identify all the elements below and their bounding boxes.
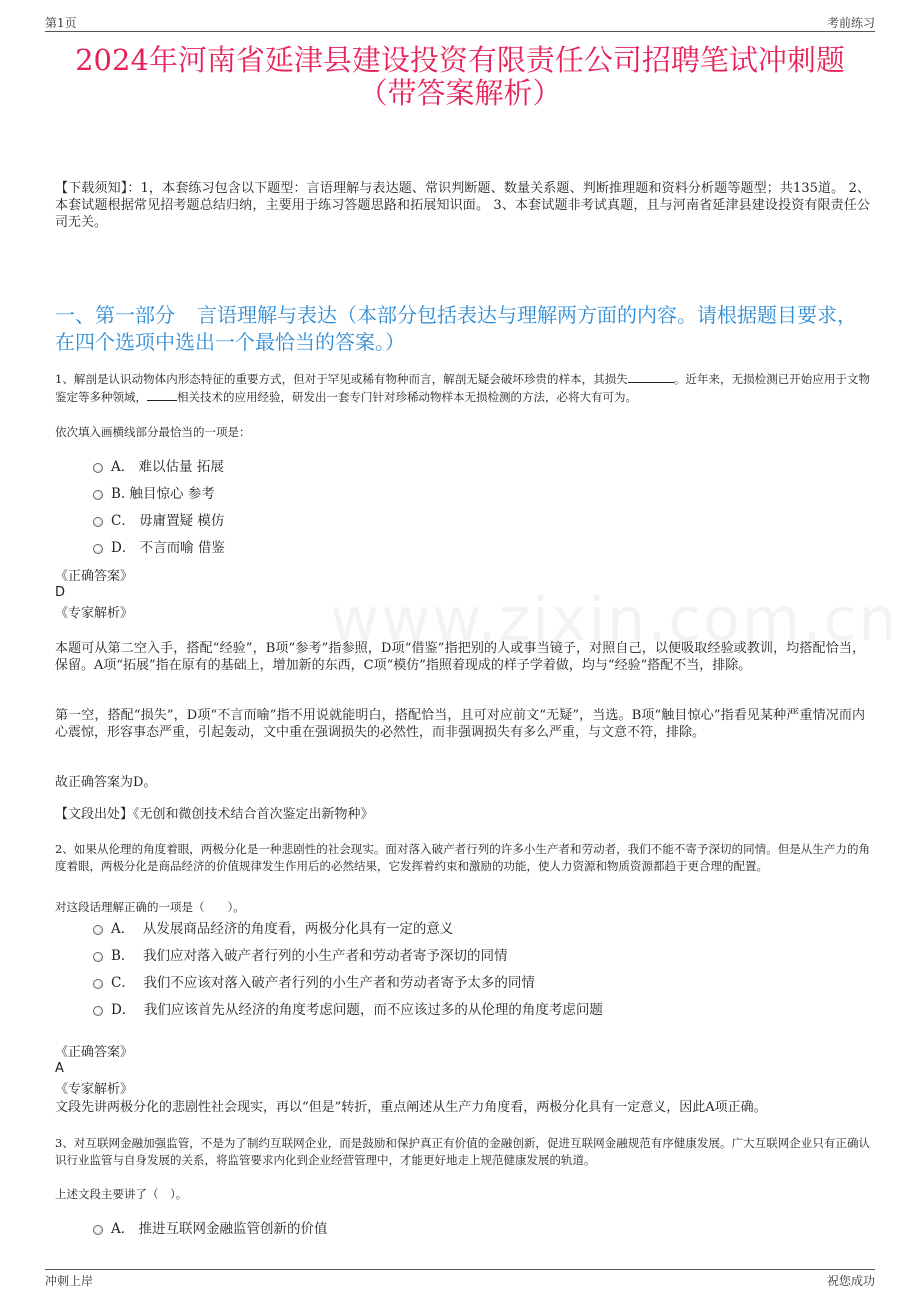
footer-left-label: 冲刺上岸	[45, 1274, 94, 1288]
question-3-stem: 3、对互联网金融加强监管，不是为了制约互联网企业，而是鼓励和保护真正有价值的金融创新，促进互联网金融规范有序健康发展。广大互联网企业只有正确认识行业监管与自身发展的关系，将监管要求内化到企业经营管理中，才能更好地走上规范健康发展的轨道。	[55, 1136, 870, 1167]
option-text: 从发展商品经济的角度看，两极分化具有一定的意义	[142, 921, 454, 937]
option-text: 我们应该首先从经济的角度考虑问题，而不应该过多的从伦理的角度考虑问题	[143, 1002, 603, 1018]
question-3-prompt: 上述文段主要讲了（ ）。	[55, 1187, 188, 1201]
q1-analysis-title: 《专家解析》	[55, 606, 134, 621]
section-text: 言语理解与表达（本部分包括表达与理解两方面的内容。请根据题目要求，在四个选项中选出一个最恰当的答案。）	[55, 303, 857, 354]
option-text: 我们应对落入破产者行列的小生产者和劳动者寄予深切的同情	[143, 948, 508, 964]
option-text: 不言而喻 借鉴	[139, 540, 225, 556]
q1-option-c[interactable]	[93, 512, 224, 530]
radio-icon[interactable]	[93, 544, 103, 554]
q1-stem-part-c: 相关技术的应用经验，研发出一套专门针对珍稀动物样本无损检测的方法，必将大有可为。	[177, 390, 637, 404]
q1-option-b[interactable]	[93, 485, 215, 503]
option-label: B．	[111, 948, 135, 964]
radio-icon[interactable]	[93, 925, 103, 935]
q1-analysis-2: 第一空，搭配“损失”，D项“不言而喻”指不用说就能明白，搭配恰当，且可对应前文“无疑”，当选。B项“触目惊心”指看见某种严重情况而内心震惊，形容事态严重，引起轰动，文中重在强调损失的必然性，而非强调损失有多么严重，与文意不符，排除。	[55, 708, 865, 740]
download-notice: 【下载须知】：1，本套练习包含以下题型：言语理解与表达题、常识判断题、数量关系题、判断推理题和资料分析题等题型；共135道。 2、本套试题根据常见招考题总结归纳，主要用于练习答题思路和拓展知识面。 3、本套试题非考试真题，且与河南省延津县建设投资有限责任公司无关。	[55, 181, 870, 230]
option-label: A．	[111, 459, 135, 475]
option-text: 难以估量 拓展	[138, 459, 224, 475]
q2-option-b[interactable]	[93, 947, 508, 965]
blank-line	[147, 388, 177, 401]
q1-option-d[interactable]	[93, 539, 225, 557]
option-label: C．	[111, 513, 135, 529]
option-text: 推进互联网金融监管创新的价值	[138, 1221, 328, 1237]
q1-analysis-1: 本题可从第二空入手，搭配“经验”，B项“参考”指参照，D项“借鉴”指把别的人或事当镜子，对照自己，以便吸取经验或教训，均搭配恰当，保留。A项“拓展”指在原有的基础上，增加新的东西，C项“模仿”指照着现成的样子学着做，均与“经验”搭配不当，排除。	[55, 641, 865, 673]
radio-icon[interactable]	[93, 463, 103, 473]
q1-conclusion: 故正确答案为D。	[55, 775, 157, 790]
question-2-prompt: 对这段话理解正确的一项是（ ）。	[55, 900, 245, 914]
radio-icon[interactable]	[93, 979, 103, 989]
radio-icon[interactable]	[93, 1225, 103, 1235]
title-line-2: （带答案解析）	[358, 76, 562, 110]
option-text: 毋庸置疑 模仿	[139, 513, 225, 529]
footer-divider	[45, 1269, 875, 1270]
q3-option-a[interactable]	[93, 1220, 328, 1238]
radio-icon[interactable]	[93, 517, 103, 527]
option-label: C．	[111, 975, 135, 991]
option-label: D．	[111, 540, 136, 556]
q2-answer: A	[55, 1061, 64, 1076]
q2-answer-title: 《正确答案》	[55, 1045, 134, 1060]
q1-stem-part-a: 1、解剖是认识动物体内形态特征的重要方式，但对于罕见或稀有物种而言，解剖无疑会破坏珍贵的样本，其损失	[55, 372, 628, 386]
q2-option-a[interactable]	[93, 920, 453, 938]
document-title	[40, 44, 880, 110]
question-2-stem: 2、如果从伦理的角度着眼，两极分化是一种悲剧性的社会现实。面对落入破产者行列的许多小生产者和劳动者，我们不能不寄予深切的同情。但是从生产力的角度着眼，两极分化是商品经济的价值规律发生作用后的必然结果，它发挥着约束和激励的功能，使人力资源和物质资源都趋于更合理的配置。	[55, 842, 870, 873]
option-text: 触目惊心 参考	[129, 486, 215, 502]
q2-option-c[interactable]	[93, 974, 535, 992]
question-1-stem	[55, 370, 870, 406]
footer-right-label: 祝您成功	[826, 1274, 875, 1288]
option-label: B.	[111, 486, 126, 502]
q1-answer: D	[55, 585, 66, 600]
radio-icon[interactable]	[93, 1006, 103, 1016]
q1-option-a[interactable]	[93, 458, 224, 476]
option-label: A．	[111, 1221, 135, 1237]
q2-option-d[interactable]	[93, 1001, 603, 1019]
option-label: A．	[111, 921, 135, 937]
q2-analysis-title: 《专家解析》	[55, 1082, 134, 1097]
section-number: 一、第一部分	[55, 303, 175, 327]
page-number: 第1页	[45, 16, 77, 30]
radio-icon[interactable]	[93, 490, 103, 500]
option-label: D．	[111, 1002, 136, 1018]
radio-icon[interactable]	[93, 952, 103, 962]
header-divider	[45, 31, 875, 32]
section-heading	[55, 302, 870, 356]
option-text: 我们不应该对落入破产者行列的小生产者和劳动者寄予太多的同情	[143, 975, 535, 991]
q2-analysis: 文段先讲两极分化的悲剧性社会现实，再以“但是”转折，重点阐述从生产力角度看，两极分化具有一定意义，因此A项正确。	[55, 1100, 767, 1115]
q1-stem-part-b: 。近年来，无损检测已开始应用于文物鉴定等多种领域，	[55, 372, 871, 404]
q1-answer-title: 《正确答案》	[55, 569, 134, 584]
question-1-prompt: 依次填入画横线部分最恰当的一项是：	[55, 425, 251, 439]
blank-line	[628, 370, 674, 383]
header-label: 考前练习	[826, 16, 875, 30]
q1-source: 【文段出处】《无创和微创技术结合首次鉴定出新物种》	[55, 807, 374, 822]
title-line-1: 2024年河南省延津县建设投资有限责任公司招聘笔试冲刺题	[75, 43, 845, 77]
